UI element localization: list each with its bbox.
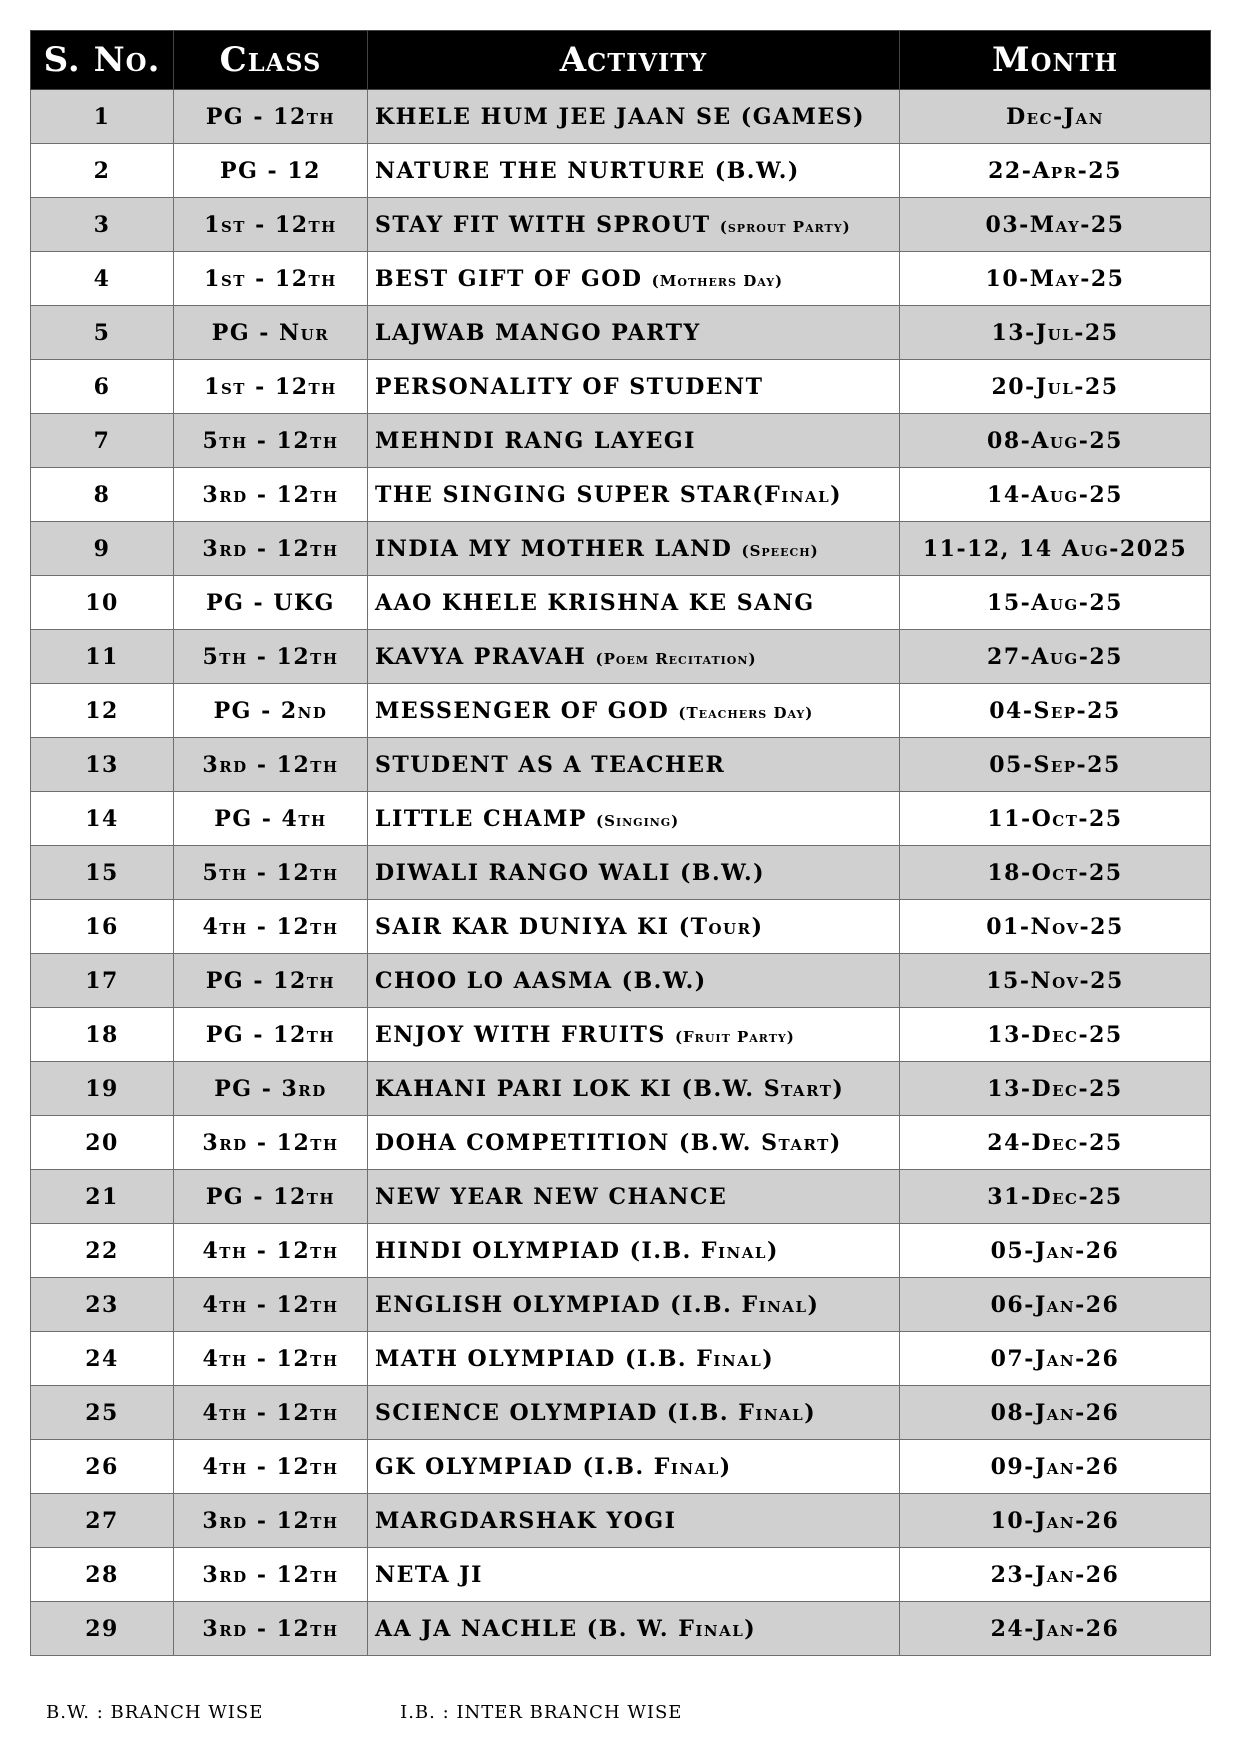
cell-class: PG - 12th bbox=[174, 954, 368, 1008]
cell-activity bbox=[368, 738, 900, 792]
cell-month: 06-Jan-26 bbox=[900, 1278, 1211, 1332]
cell-sno: 21 bbox=[31, 1170, 174, 1224]
activity-title: MESSENGER OF GOD bbox=[375, 697, 679, 724]
header-sno: S. No. bbox=[31, 31, 174, 90]
cell-month: 05-Sep-25 bbox=[900, 738, 1211, 792]
cell-activity bbox=[368, 522, 900, 576]
activity-title: LITTLE CHAMP bbox=[375, 805, 597, 832]
cell-activity bbox=[368, 306, 900, 360]
activity-title: CHOO LO AASMA (B.W.) bbox=[375, 967, 707, 994]
table-row bbox=[31, 360, 1211, 414]
cell-sno: 26 bbox=[31, 1440, 174, 1494]
cell-sno: 15 bbox=[31, 846, 174, 900]
header-month: Month bbox=[900, 31, 1211, 90]
activity-title: BEST GIFT OF GOD bbox=[375, 265, 652, 292]
cell-month: 04-Sep-25 bbox=[900, 684, 1211, 738]
cell-sno: 8 bbox=[31, 468, 174, 522]
cell-class: 4th - 12th bbox=[174, 900, 368, 954]
table-row bbox=[31, 1440, 1211, 1494]
cell-month: 08-Aug-25 bbox=[900, 414, 1211, 468]
table-row bbox=[31, 1116, 1211, 1170]
cell-activity bbox=[368, 360, 900, 414]
table-row bbox=[31, 198, 1211, 252]
cell-month: 24-Dec-25 bbox=[900, 1116, 1211, 1170]
table-row bbox=[31, 1548, 1211, 1602]
table-row bbox=[31, 900, 1211, 954]
cell-month: 10-May-25 bbox=[900, 252, 1211, 306]
table-row bbox=[31, 1278, 1211, 1332]
cell-month: 20-Jul-25 bbox=[900, 360, 1211, 414]
activity-schedule-table bbox=[30, 30, 1211, 1656]
cell-activity bbox=[368, 792, 900, 846]
table-row bbox=[31, 90, 1211, 144]
cell-activity bbox=[368, 900, 900, 954]
activity-title: MATH OLYMPIAD (I.B. Final) bbox=[375, 1345, 775, 1372]
table-row bbox=[31, 1170, 1211, 1224]
cell-class: 5th - 12th bbox=[174, 630, 368, 684]
activity-title: HINDI OLYMPIAD (I.B. Final) bbox=[375, 1237, 779, 1264]
cell-activity bbox=[368, 1602, 900, 1656]
cell-activity bbox=[368, 1548, 900, 1602]
cell-month: 31-Dec-25 bbox=[900, 1170, 1211, 1224]
cell-class: 4th - 12th bbox=[174, 1278, 368, 1332]
activity-title: ENJOY WITH FRUITS bbox=[375, 1021, 675, 1048]
cell-class: 4th - 12th bbox=[174, 1332, 368, 1386]
cell-activity bbox=[368, 1494, 900, 1548]
cell-month: 09-Jan-26 bbox=[900, 1440, 1211, 1494]
table-row bbox=[31, 468, 1211, 522]
table-row bbox=[31, 1224, 1211, 1278]
cell-month: 13-Dec-25 bbox=[900, 1062, 1211, 1116]
activity-title: KAVYA PRAVAH bbox=[375, 643, 596, 670]
cell-month: 13-Dec-25 bbox=[900, 1008, 1211, 1062]
cell-class: 5th - 12th bbox=[174, 846, 368, 900]
cell-month: 07-Jan-26 bbox=[900, 1332, 1211, 1386]
cell-month: 11-Oct-25 bbox=[900, 792, 1211, 846]
activity-note: (Fruit Party) bbox=[674, 1027, 795, 1046]
cell-sno: 25 bbox=[31, 1386, 174, 1440]
cell-sno: 16 bbox=[31, 900, 174, 954]
cell-class: 3rd - 12th bbox=[174, 1602, 368, 1656]
cell-sno: 3 bbox=[31, 198, 174, 252]
activity-title: KHELE HUM JEE JAAN SE (GAMES) bbox=[375, 103, 865, 130]
cell-activity bbox=[368, 1170, 900, 1224]
cell-class: 3rd - 12th bbox=[174, 1548, 368, 1602]
activity-note: (Teachers Day) bbox=[678, 703, 814, 722]
cell-activity bbox=[368, 198, 900, 252]
cell-month: 23-Jan-26 bbox=[900, 1548, 1211, 1602]
cell-sno: 13 bbox=[31, 738, 174, 792]
activity-note: (Speech) bbox=[741, 541, 819, 560]
activity-title: NATURE THE NURTURE (B.W.) bbox=[375, 157, 800, 184]
legend-footer bbox=[46, 1702, 812, 1723]
activity-note: (sprout Party) bbox=[719, 217, 851, 236]
cell-month: 22-Apr-25 bbox=[900, 144, 1211, 198]
activity-title: AAO KHELE KRISHNA KE SANG bbox=[375, 589, 815, 616]
cell-class: 3rd - 12th bbox=[174, 1494, 368, 1548]
cell-month: 14-Aug-25 bbox=[900, 468, 1211, 522]
cell-sno: 11 bbox=[31, 630, 174, 684]
table-row bbox=[31, 306, 1211, 360]
cell-activity bbox=[368, 1278, 900, 1332]
activity-title: THE SINGING SUPER STAR(Final) bbox=[375, 481, 843, 508]
table-row bbox=[31, 576, 1211, 630]
activity-note: (Singing) bbox=[596, 811, 680, 830]
cell-class: 1st - 12th bbox=[174, 252, 368, 306]
cell-sno: 17 bbox=[31, 954, 174, 1008]
cell-class: 3rd - 12th bbox=[174, 468, 368, 522]
cell-sno: 28 bbox=[31, 1548, 174, 1602]
cell-month: 13-Jul-25 bbox=[900, 306, 1211, 360]
cell-activity bbox=[368, 576, 900, 630]
cell-sno: 6 bbox=[31, 360, 174, 414]
cell-month: 10-Jan-26 bbox=[900, 1494, 1211, 1548]
footnote-bw: B.W. : BRANCH WISE bbox=[46, 1702, 264, 1723]
cell-sno: 1 bbox=[31, 90, 174, 144]
cell-sno: 10 bbox=[31, 576, 174, 630]
cell-class: 4th - 12th bbox=[174, 1224, 368, 1278]
cell-class: PG - 4th bbox=[174, 792, 368, 846]
cell-month: 24-Jan-26 bbox=[900, 1602, 1211, 1656]
table-row bbox=[31, 738, 1211, 792]
cell-class: 5th - 12th bbox=[174, 414, 368, 468]
table-row bbox=[31, 522, 1211, 576]
activity-title: SAIR KAR DUNIYA KI (Tour) bbox=[375, 913, 764, 940]
cell-activity bbox=[368, 1332, 900, 1386]
cell-class: PG - 2nd bbox=[174, 684, 368, 738]
table-row bbox=[31, 144, 1211, 198]
cell-activity bbox=[368, 414, 900, 468]
cell-month: 15-Nov-25 bbox=[900, 954, 1211, 1008]
cell-sno: 19 bbox=[31, 1062, 174, 1116]
activity-note: (Mothers Day) bbox=[651, 271, 784, 290]
table-body bbox=[31, 90, 1211, 1656]
table-row bbox=[31, 684, 1211, 738]
cell-activity bbox=[368, 1116, 900, 1170]
cell-activity bbox=[368, 684, 900, 738]
cell-activity bbox=[368, 468, 900, 522]
table-row bbox=[31, 1602, 1211, 1656]
table-row bbox=[31, 1062, 1211, 1116]
cell-month: 01-Nov-25 bbox=[900, 900, 1211, 954]
table-row bbox=[31, 252, 1211, 306]
cell-activity bbox=[368, 144, 900, 198]
activity-title: INDIA MY MOTHER LAND bbox=[375, 535, 742, 562]
cell-sno: 24 bbox=[31, 1332, 174, 1386]
cell-class: PG - 12th bbox=[174, 1170, 368, 1224]
table-row bbox=[31, 1494, 1211, 1548]
cell-sno: 4 bbox=[31, 252, 174, 306]
cell-class: PG - Nur bbox=[174, 306, 368, 360]
cell-month: 18-Oct-25 bbox=[900, 846, 1211, 900]
table-row bbox=[31, 846, 1211, 900]
cell-sno: 12 bbox=[31, 684, 174, 738]
activity-title: DIWALI RANGO WALI (B.W.) bbox=[375, 859, 766, 886]
header-class: Class bbox=[174, 31, 368, 90]
table-row bbox=[31, 1332, 1211, 1386]
cell-class: 3rd - 12th bbox=[174, 1116, 368, 1170]
cell-month: 11-12, 14 Aug-2025 bbox=[900, 522, 1211, 576]
table-row bbox=[31, 792, 1211, 846]
activity-title: STAY FIT WITH SPROUT bbox=[375, 211, 720, 238]
activity-title: KAHANI PARI LOK KI (B.W. Start) bbox=[375, 1075, 845, 1102]
activity-title: NEW YEAR NEW CHANCE bbox=[375, 1183, 728, 1210]
activity-title: AA JA NACHLE (B. W. Final) bbox=[375, 1615, 757, 1642]
cell-month: 05-Jan-26 bbox=[900, 1224, 1211, 1278]
cell-class: PG - 3rd bbox=[174, 1062, 368, 1116]
activity-title: MEHNDI RANG LAYEGI bbox=[375, 427, 696, 454]
cell-sno: 7 bbox=[31, 414, 174, 468]
cell-class: 3rd - 12th bbox=[174, 522, 368, 576]
activity-title: STUDENT AS A TEACHER bbox=[375, 751, 726, 778]
table-row bbox=[31, 954, 1211, 1008]
cell-sno: 18 bbox=[31, 1008, 174, 1062]
table-row bbox=[31, 414, 1211, 468]
cell-activity bbox=[368, 1386, 900, 1440]
footnote-ib: I.B. : INTER BRANCH WISE bbox=[400, 1702, 683, 1723]
cell-month: 27-Aug-25 bbox=[900, 630, 1211, 684]
activity-title: GK OLYMPIAD (I.B. Final) bbox=[375, 1453, 732, 1480]
cell-month: 15-Aug-25 bbox=[900, 576, 1211, 630]
table-header bbox=[31, 31, 1211, 90]
activity-title: SCIENCE OLYMPIAD (I.B. Final) bbox=[375, 1399, 817, 1426]
cell-sno: 9 bbox=[31, 522, 174, 576]
cell-sno: 29 bbox=[31, 1602, 174, 1656]
table-row bbox=[31, 1386, 1211, 1440]
cell-sno: 27 bbox=[31, 1494, 174, 1548]
cell-class: 3rd - 12th bbox=[174, 738, 368, 792]
table-row bbox=[31, 630, 1211, 684]
cell-sno: 23 bbox=[31, 1278, 174, 1332]
activity-note: (Poem Recitation) bbox=[595, 649, 757, 668]
cell-class: 4th - 12th bbox=[174, 1386, 368, 1440]
cell-sno: 20 bbox=[31, 1116, 174, 1170]
cell-activity bbox=[368, 1440, 900, 1494]
cell-sno: 14 bbox=[31, 792, 174, 846]
cell-activity bbox=[368, 90, 900, 144]
cell-activity bbox=[368, 630, 900, 684]
cell-activity bbox=[368, 1224, 900, 1278]
cell-class: PG - 12th bbox=[174, 90, 368, 144]
cell-activity bbox=[368, 252, 900, 306]
activity-title: ENGLISH OLYMPIAD (I.B. Final) bbox=[375, 1291, 820, 1318]
cell-class: PG - UKG bbox=[174, 576, 368, 630]
cell-class: PG - 12th bbox=[174, 1008, 368, 1062]
cell-month: Dec-Jan bbox=[900, 90, 1211, 144]
activity-title: DOHA COMPETITION (B.W. Start) bbox=[375, 1129, 842, 1156]
cell-activity bbox=[368, 1008, 900, 1062]
cell-class: 4th - 12th bbox=[174, 1440, 368, 1494]
cell-activity bbox=[368, 954, 900, 1008]
activity-title: LAJWAB MANGO PARTY bbox=[375, 319, 701, 346]
header-activity: Activity bbox=[368, 31, 900, 90]
cell-month: 03-May-25 bbox=[900, 198, 1211, 252]
header-row bbox=[31, 31, 1211, 90]
cell-class: 1st - 12th bbox=[174, 198, 368, 252]
activity-title: NETA JI bbox=[375, 1561, 483, 1588]
cell-activity bbox=[368, 1062, 900, 1116]
activity-title: PERSONALITY OF STUDENT bbox=[375, 373, 764, 400]
cell-sno: 5 bbox=[31, 306, 174, 360]
cell-sno: 2 bbox=[31, 144, 174, 198]
cell-class: PG - 12 bbox=[174, 144, 368, 198]
cell-class: 1st - 12th bbox=[174, 360, 368, 414]
activity-title: MARGDARSHAK YOGI bbox=[375, 1507, 677, 1534]
cell-month: 08-Jan-26 bbox=[900, 1386, 1211, 1440]
table-row bbox=[31, 1008, 1211, 1062]
cell-activity bbox=[368, 846, 900, 900]
cell-sno: 22 bbox=[31, 1224, 174, 1278]
